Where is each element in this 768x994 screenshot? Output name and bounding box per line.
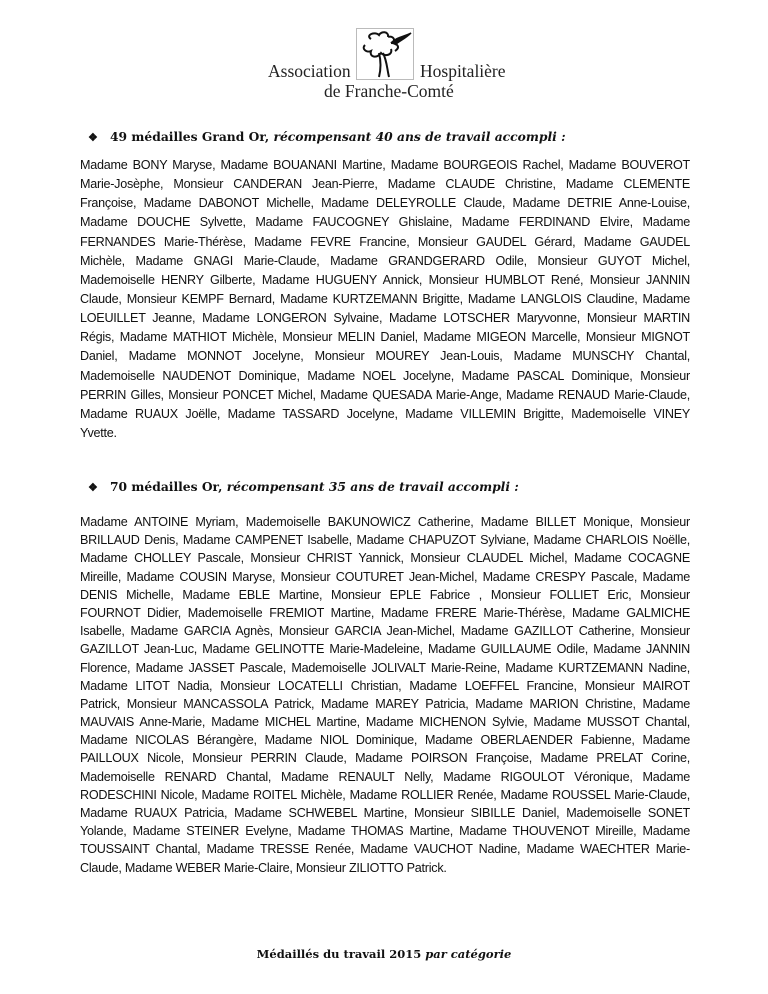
heading-italic: récompensant 40 ans de travail accompli : bbox=[273, 129, 566, 144]
text-line: PERRIN Gilles, Monsieur PONCET Michel, Madame QUESADA Marie-Ange, Madame RENAUD Marie-Claude, bbox=[80, 387, 690, 402]
text-line: Marie-Josèphe, Monsieur CANDERAN Jean-Pierre, Madame CLAUDE Christine, Madame CLEMENTE bbox=[80, 177, 690, 192]
text-line: Madame LITOT Nadia, Monsieur LOCATELLI Christian, Madame LOEFFEL Francine, Monsieur MAIROT bbox=[80, 678, 690, 693]
text-line: Claude, Monsieur KEMPF Bernard, Madame KURTZEMANN Brigitte, Madame LANGLOIS Claudine, Madame bbox=[80, 291, 690, 306]
text-line: Daniel, Madame MONNOT Jocelyne, Monsieur MOUREY Jean-Louis, Madame MUNSCHY Chantal, bbox=[80, 349, 690, 364]
text-line: Mademoiselle RENARD Chantal, Madame RENAULT Nelly, Madame RIGOULOT Véronique, Madame bbox=[80, 769, 690, 784]
text-line: Mademoiselle NAUDENOT Dominique, Madame NOEL Jocelyne, Madame PASCAL Dominique, Monsieur bbox=[80, 368, 690, 383]
text-line: TOUSSAINT Chantal, Madame TRESSE Renée, Madame VAUCHOT Nadine, Madame WAECHTER Marie- bbox=[80, 842, 690, 857]
text-line: Régis, Madame MATHIOT Michèle, Monsieur MELIN Daniel, Madame MIGEON Marcelle, Monsieur MIGNOT bbox=[80, 330, 690, 345]
diamond-bullet-icon: ❖ bbox=[88, 481, 98, 494]
text-line: Yvette. bbox=[80, 425, 117, 440]
text-line: LOEUILLET Jeanne, Madame LONGERON Sylvaine, Madame LOTSCHER Maryvonne, Monsieur MARTIN bbox=[80, 311, 690, 326]
medalists-list-or bbox=[80, 513, 690, 877]
association-logo bbox=[0, 0, 768, 110]
logo-text-hospitaliere: Hospitalière bbox=[420, 61, 506, 81]
text-line: Madame RUAUX Patricia, Madame SCHWEBEL Martine, Monsieur SIBILLE Daniel, Mademoiselle SONET bbox=[80, 806, 690, 820]
section-heading-or bbox=[88, 479, 519, 496]
page-footer bbox=[0, 946, 768, 962]
text-line: Françoise, Madame DABONOT Michelle, Madame DELEYROLLE Claude, Madame DETRIE Anne-Louise, bbox=[80, 196, 690, 211]
text-line: Isabelle, Madame GARCIA Agnès, Monsieur GARCIA Jean-Michel, Madame GAZILLOT Catherine, Monsieur bbox=[80, 624, 690, 639]
text-line: BRILLAUD Denis, Madame CAMPENET Isabelle, Madame CHAPUZOT Sylviane, Madame CHARLOIS Noëlle, bbox=[80, 533, 690, 548]
text-line: Madame ANTOINE Myriam, Mademoiselle BAKUNOWICZ Catherine, Madame BILLET Monique, Monsieur bbox=[80, 515, 690, 529]
text-line: DENIS Michelle, Madame EBLE Martine, Monsieur EPLE Fabrice , Monsieur FOLLIET Eric, Monsieur bbox=[80, 587, 690, 602]
text-line: FERNANDES Marie-Thérèse, Madame FEVRE Francine, Monsieur GAUDEL Gérard, Madame GAUDEL bbox=[80, 234, 690, 249]
logo-text-association: Association bbox=[268, 61, 351, 81]
medalists-list-grand-or bbox=[80, 156, 690, 443]
diamond-bullet-icon: ❖ bbox=[88, 131, 98, 144]
text-line: FOURNOT Didier, Mademoiselle FREMIOT Martine, Madame FRERE Marie-Thérèse, Madame GALMICHE bbox=[80, 605, 690, 620]
text-line: MAUVAIS Anne-Marie, Madame MICHEL Martine, Madame MICHENON Sylvie, Madame MUSSOT Chantal, bbox=[80, 715, 690, 730]
tree-logo-icon bbox=[356, 28, 414, 80]
text-line: Madame NICOLAS Bérangère, Madame NIOL Dominique, Madame OBERLAENDER Fabienne, Madame bbox=[80, 733, 690, 748]
heading-bold: 49 médailles Grand Or, bbox=[110, 129, 270, 144]
logo-text-franche-comte: de Franche-Comté bbox=[324, 81, 454, 101]
text-line: Yolande, Madame STEINER Evelyne, Madame THOMAS Martine, Madame THOUVENOT Mireille, Madame bbox=[80, 824, 690, 839]
text-line: GAZILLOT Jean-Luc, Madame GELINOTTE Marie-Madeleine, Madame GUILLAUME Odile, Madame JANNIN bbox=[80, 642, 690, 657]
footer-italic: par catégorie bbox=[425, 947, 512, 961]
text-line: Madame BONY Maryse, Madame BOUANANI Martine, Madame BOURGEOIS Rachel, Madame BOUVEROT bbox=[80, 158, 690, 172]
text-line: Claude, Madame WEBER Marie-Claire, Monsieur ZILIOTTO Patrick. bbox=[80, 860, 447, 875]
footer-bold: Médaillés du travail 2015 bbox=[256, 947, 422, 961]
text-line: Patrick, Monsieur MANCASSOLA Patrick, Madame MAREY Patricia, Madame MARION Christine, Madame bbox=[80, 696, 690, 711]
text-line: Madame RUAUX Joëlle, Madame TASSARD Jocelyne, Madame VILLEMIN Brigitte, Mademoiselle VINEY bbox=[80, 406, 690, 421]
section-heading-grand-or bbox=[88, 129, 566, 146]
heading-italic: récompensant 35 ans de travail accompli : bbox=[226, 479, 519, 494]
text-line: Madame DOUCHE Sylvette, Madame FAUCOGNEY Ghislaine, Madame FERDINAND Elvire, Madame bbox=[80, 215, 690, 230]
text-line: Michèle, Madame GNAGI Marie-Claude, Madame GRANDGERARD Odile, Monsieur GUYOT Michel, bbox=[80, 253, 690, 268]
text-line: Mireille, Madame COUSIN Maryse, Monsieur COUTURET Jean-Michel, Madame CRESPY Pascale, Madame bbox=[80, 569, 690, 584]
text-line: Mademoiselle HENRY Gilberte, Madame HUGUENY Annick, Monsieur HUMBLOT René, Monsieur JANNIN bbox=[80, 272, 690, 287]
heading-bold: 70 médailles Or, bbox=[110, 479, 223, 494]
text-line: PAILLOUX Nicole, Monsieur PERRIN Claude, Madame POIRSON Françoise, Madame PRELAT Corine, bbox=[80, 751, 690, 766]
text-line: RODESCHINI Nicole, Madame ROITEL Michèle, Madame ROLLIER Renée, Madame ROUSSEL Marie-Claude, bbox=[80, 787, 690, 802]
text-line: Florence, Madame JASSET Pascale, Mademoiselle JOLIVALT Marie-Reine, Madame KURTZEMANN Nadine, bbox=[80, 660, 690, 675]
text-line: Madame CHOLLEY Pascale, Monsieur CHRIST Yannick, Monsieur CLAUDEL Michel, Madame COCAGNE bbox=[80, 551, 690, 566]
